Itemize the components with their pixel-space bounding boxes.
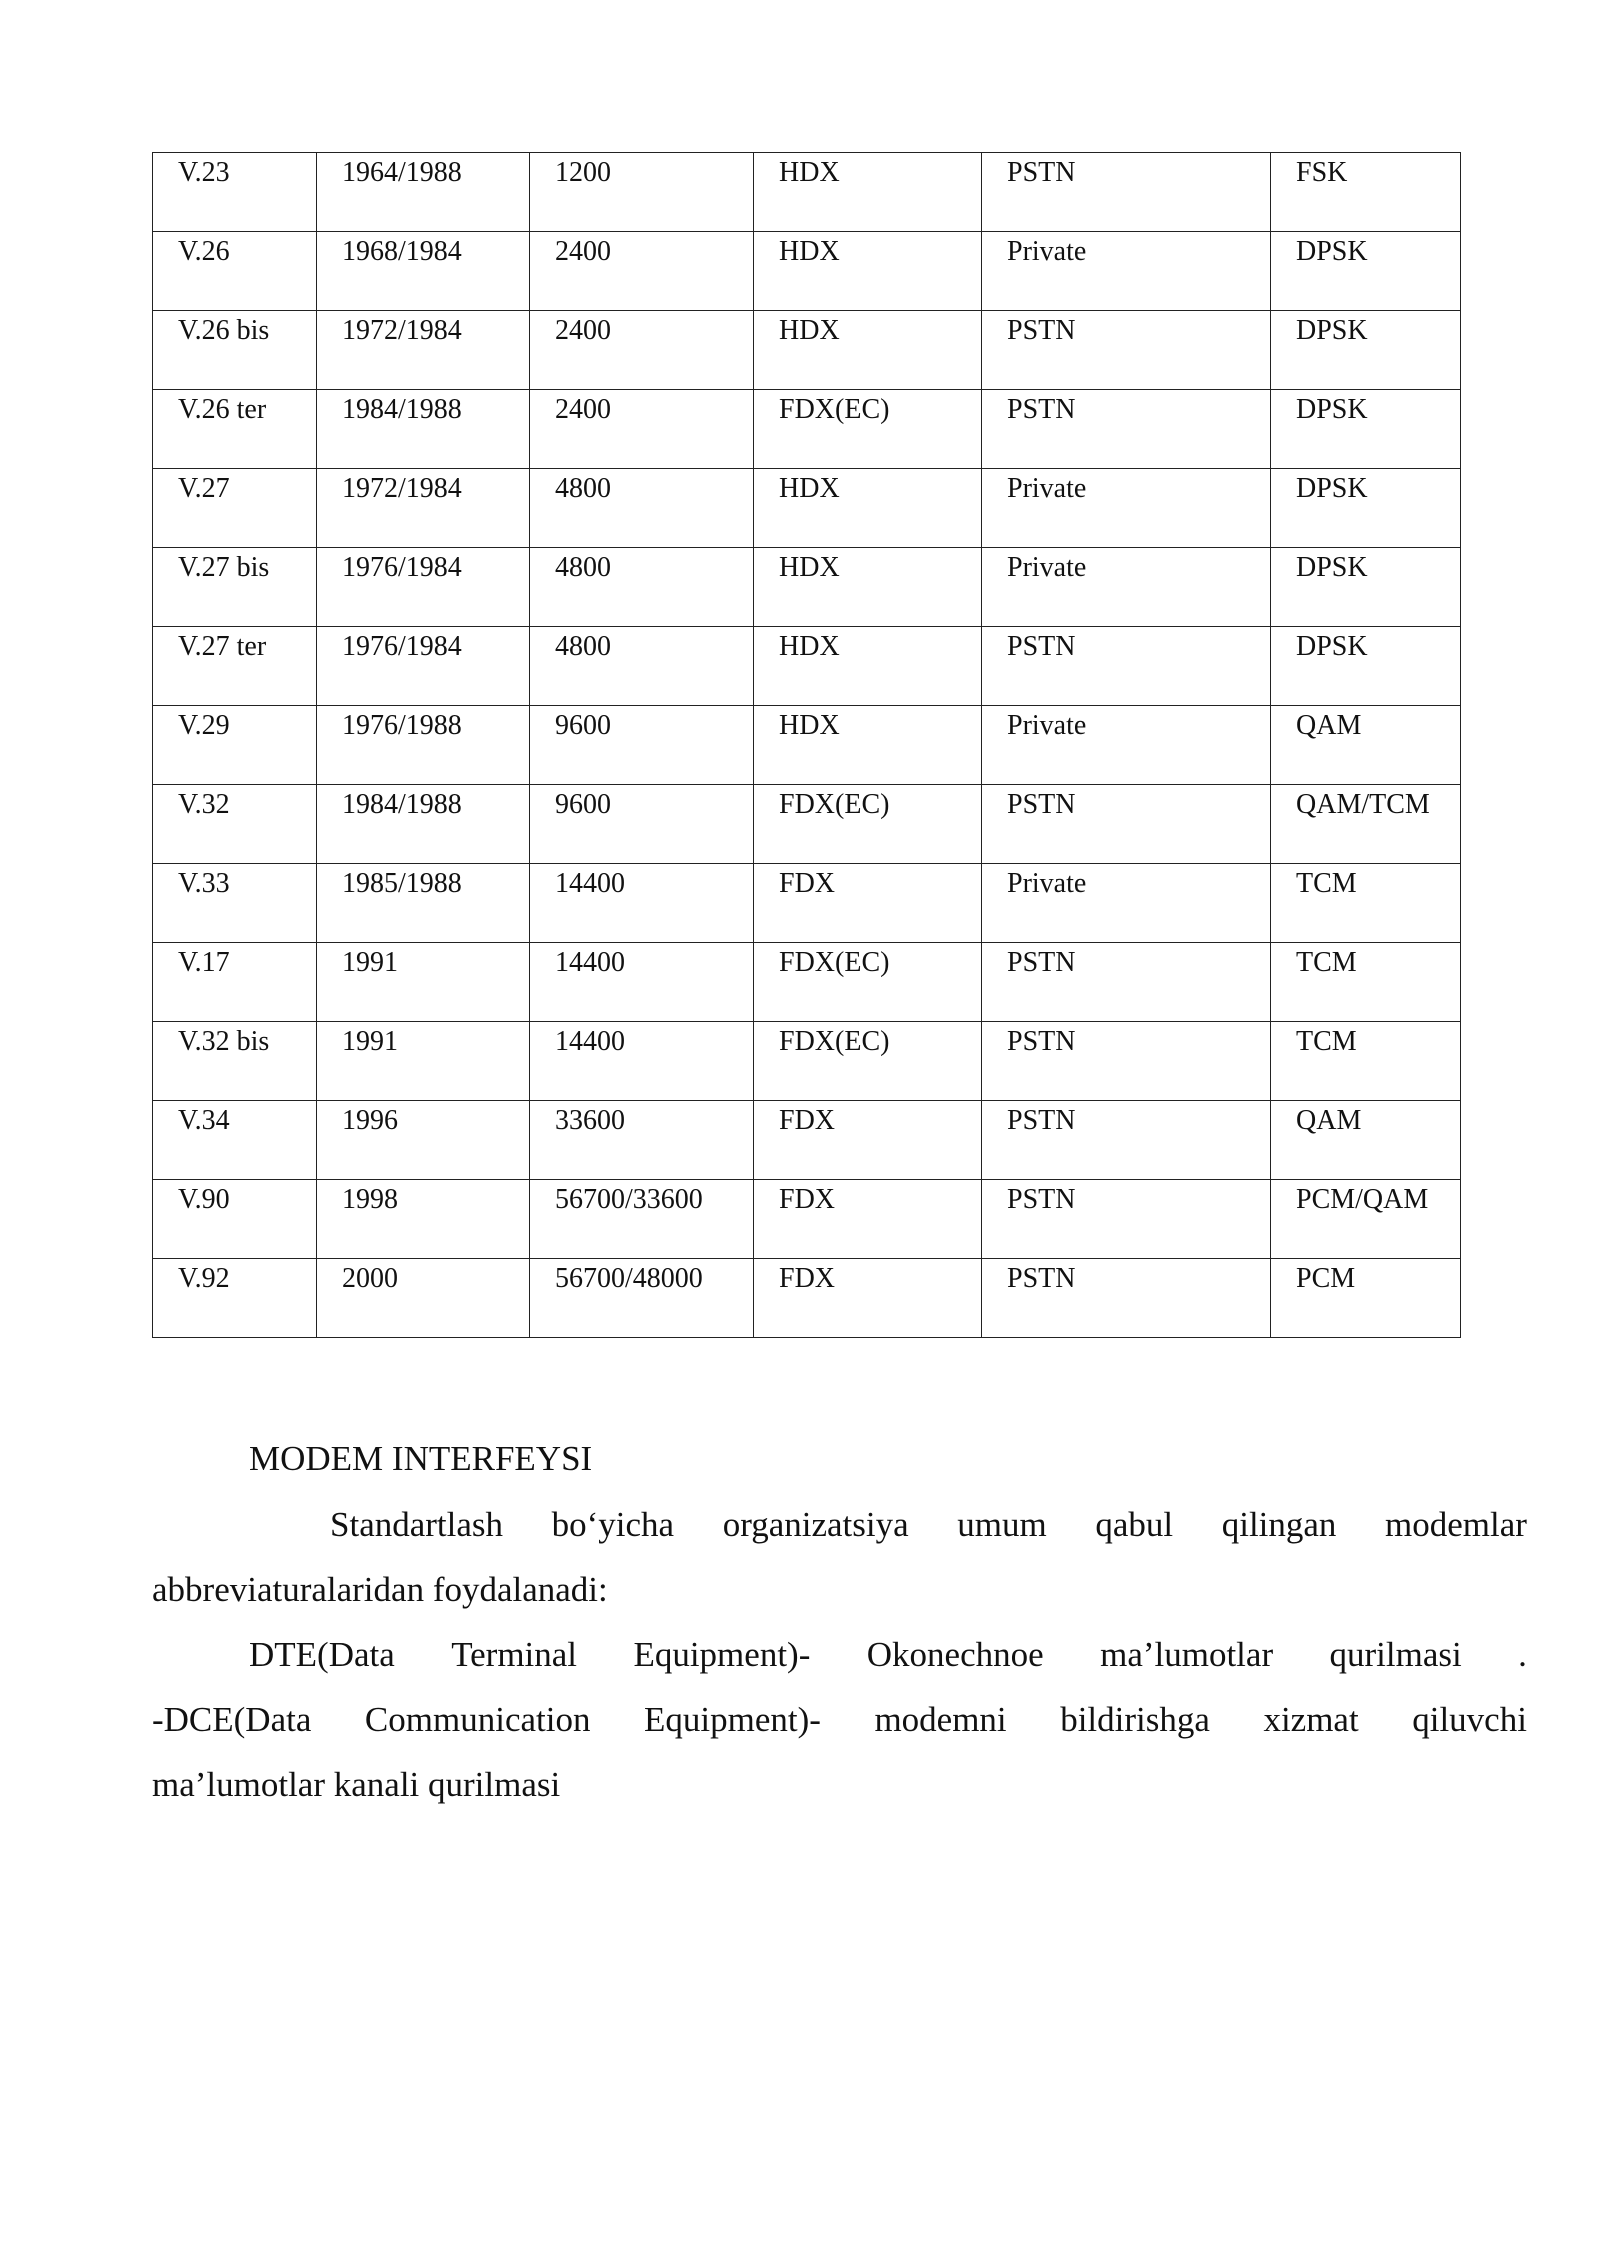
cell-text: V.33	[178, 868, 230, 899]
cell-text: FDX	[779, 868, 836, 899]
table-cell-standard	[153, 311, 317, 390]
cell-text: PSTN	[1007, 1263, 1076, 1294]
cell-text: DPSK	[1296, 236, 1368, 267]
table-cell-year	[317, 232, 530, 311]
table-cell-duplex	[754, 1259, 982, 1338]
table-cell-duplex	[754, 627, 982, 706]
table-cell-standard	[153, 785, 317, 864]
cell-text: 14400	[555, 868, 625, 899]
table-cell-standard	[153, 1259, 317, 1338]
cell-text: 1976/1984	[342, 631, 462, 662]
paragraph-line-4	[152, 1687, 1527, 1752]
table-cell-duplex	[754, 785, 982, 864]
table-cell-speed	[530, 390, 754, 469]
cell-text: V.32	[178, 789, 230, 820]
section-heading: MODEM INTERFEYSI	[249, 1439, 593, 1478]
table-cell-year	[317, 1022, 530, 1101]
cell-text: 2400	[555, 394, 611, 425]
table-cell-line	[982, 864, 1271, 943]
cell-text: V.27 ter	[178, 631, 267, 662]
table-row	[153, 153, 1461, 232]
cell-text: DPSK	[1296, 394, 1368, 425]
cell-text: HDX	[779, 315, 840, 346]
table-cell-duplex	[754, 706, 982, 785]
cell-text: Private	[1007, 710, 1087, 741]
cell-text: 1964/1988	[342, 157, 462, 188]
cell-text: PSTN	[1007, 947, 1076, 978]
cell-text: PSTN	[1007, 1184, 1076, 1215]
table-cell-duplex	[754, 311, 982, 390]
cell-text: 1972/1984	[342, 473, 462, 504]
cell-text: Private	[1007, 236, 1087, 267]
table-cell-line	[982, 153, 1271, 232]
cell-text: 1985/1988	[342, 868, 462, 899]
table-row	[153, 1180, 1461, 1259]
table-cell-line	[982, 706, 1271, 785]
table-cell-standard	[153, 627, 317, 706]
table-cell-speed	[530, 1180, 754, 1259]
table-body	[153, 153, 1461, 1338]
table-cell-modulation	[1271, 153, 1461, 232]
word: Terminal	[451, 1635, 578, 1674]
word: Equipment)-	[644, 1700, 821, 1739]
word: Communication	[364, 1700, 591, 1739]
table-cell-year	[317, 548, 530, 627]
word: modemlar	[1385, 1505, 1527, 1544]
word: DTE(Data	[249, 1635, 395, 1674]
cell-text: 4800	[555, 631, 611, 662]
table-cell-speed	[530, 1101, 754, 1180]
cell-text: V.29	[178, 710, 230, 741]
cell-text: 4800	[555, 552, 611, 583]
table-cell-speed	[530, 232, 754, 311]
table-cell-duplex	[754, 1180, 982, 1259]
cell-text: FDX	[779, 1263, 836, 1294]
table-cell-standard	[153, 153, 317, 232]
table-cell-duplex	[754, 390, 982, 469]
paragraph-line-2: abbreviaturalaridan foydalanadi:	[152, 1570, 608, 1609]
cell-text: 1968/1984	[342, 236, 462, 267]
cell-text: DPSK	[1296, 315, 1368, 346]
table-cell-modulation	[1271, 627, 1461, 706]
table-cell-speed	[530, 548, 754, 627]
word: .	[1518, 1635, 1527, 1674]
cell-text: 1996	[342, 1105, 398, 1136]
table-row	[153, 864, 1461, 943]
cell-text: PCM/QAM	[1296, 1184, 1429, 1215]
table-cell-speed	[530, 1259, 754, 1338]
cell-text: PSTN	[1007, 1105, 1076, 1136]
cell-text: FSK	[1296, 157, 1348, 188]
cell-text: 2400	[555, 236, 611, 267]
cell-text: QAM/TCM	[1296, 789, 1430, 820]
table-cell-standard	[153, 1180, 317, 1259]
table-cell-line	[982, 1259, 1271, 1338]
table-cell-line	[982, 548, 1271, 627]
word: Okonechnoe	[866, 1635, 1044, 1674]
cell-text: V.92	[178, 1263, 230, 1294]
table-cell-line	[982, 311, 1271, 390]
table-cell-standard	[153, 548, 317, 627]
table-cell-duplex	[754, 864, 982, 943]
table-cell-modulation	[1271, 311, 1461, 390]
cell-text: 1200	[555, 157, 611, 188]
cell-text: FDX(EC)	[779, 1026, 890, 1057]
table-cell-line	[982, 1101, 1271, 1180]
table-row	[153, 311, 1461, 390]
table-cell-duplex	[754, 1022, 982, 1101]
table-cell-line	[982, 390, 1271, 469]
cell-text: 1984/1988	[342, 394, 462, 425]
table-cell-modulation	[1271, 1180, 1461, 1259]
word: ma’lumotlar	[1100, 1635, 1274, 1674]
table-row	[153, 1022, 1461, 1101]
cell-text: 14400	[555, 947, 625, 978]
cell-text: TCM	[1296, 868, 1357, 899]
cell-text: DPSK	[1296, 552, 1368, 583]
cell-text: PSTN	[1007, 315, 1076, 346]
cell-text: V.34	[178, 1105, 230, 1136]
table-row	[153, 1101, 1461, 1180]
table-cell-speed	[530, 943, 754, 1022]
table-cell-duplex	[754, 1101, 982, 1180]
table-cell-standard	[153, 864, 317, 943]
cell-text: V.17	[178, 947, 230, 978]
table-cell-line	[982, 1180, 1271, 1259]
word: Equipment)-	[633, 1635, 811, 1674]
table-row	[153, 1259, 1461, 1338]
cell-text: 1976/1984	[342, 552, 462, 583]
cell-text: 1972/1984	[342, 315, 462, 346]
cell-text: HDX	[779, 710, 840, 741]
cell-text: V.27 bis	[178, 552, 270, 583]
table-cell-line	[982, 785, 1271, 864]
table-cell-standard	[153, 390, 317, 469]
word: umum	[957, 1505, 1047, 1544]
cell-text: 2000	[342, 1263, 398, 1294]
paragraph-line-1	[152, 1492, 1527, 1557]
word: modemni	[874, 1700, 1007, 1739]
table-cell-year	[317, 1180, 530, 1259]
table-row	[153, 943, 1461, 1022]
word: -DCE(Data	[152, 1700, 312, 1739]
cell-text: V.26 bis	[178, 315, 270, 346]
paragraph-line-5: ma’lumotlar kanali qurilmasi	[152, 1765, 561, 1804]
table-row	[153, 548, 1461, 627]
cell-text: FDX	[779, 1184, 836, 1215]
word: qurilmasi	[1329, 1635, 1462, 1674]
table-cell-line	[982, 1022, 1271, 1101]
table-cell-duplex	[754, 469, 982, 548]
table-cell-modulation	[1271, 785, 1461, 864]
cell-text: 1991	[342, 1026, 398, 1057]
cell-text: QAM	[1296, 710, 1362, 741]
table-cell-year	[317, 706, 530, 785]
cell-text: V.23	[178, 157, 230, 188]
cell-text: FDX(EC)	[779, 789, 890, 820]
cell-text: 9600	[555, 789, 611, 820]
cell-text: HDX	[779, 473, 840, 504]
cell-text: HDX	[779, 157, 840, 188]
table-cell-duplex	[754, 943, 982, 1022]
table-cell-duplex	[754, 548, 982, 627]
table-cell-duplex	[754, 153, 982, 232]
table-cell-year	[317, 627, 530, 706]
table-cell-modulation	[1271, 1022, 1461, 1101]
cell-text: 1998	[342, 1184, 398, 1215]
cell-text: 4800	[555, 473, 611, 504]
table-cell-modulation	[1271, 232, 1461, 311]
cell-text: 9600	[555, 710, 611, 741]
table-cell-line	[982, 943, 1271, 1022]
word: qabul	[1095, 1505, 1174, 1544]
table-cell-speed	[530, 153, 754, 232]
cell-text: V.27	[178, 473, 230, 504]
cell-text: HDX	[779, 552, 840, 583]
table-cell-year	[317, 943, 530, 1022]
word: Standartlash	[330, 1505, 504, 1544]
cell-text: 56700/48000	[555, 1263, 703, 1294]
table-cell-line	[982, 232, 1271, 311]
cell-text: PSTN	[1007, 789, 1076, 820]
cell-text: V.90	[178, 1184, 230, 1215]
table-cell-modulation	[1271, 548, 1461, 627]
cell-text: Private	[1007, 473, 1087, 504]
table-cell-speed	[530, 785, 754, 864]
cell-text: Private	[1007, 552, 1087, 583]
cell-text: Private	[1007, 868, 1087, 899]
table-cell-year	[317, 469, 530, 548]
table-cell-modulation	[1271, 1259, 1461, 1338]
cell-text: V.32 bis	[178, 1026, 270, 1057]
table-cell-line	[982, 627, 1271, 706]
table-cell-year	[317, 1101, 530, 1180]
word: bildirishga	[1060, 1700, 1210, 1739]
word: xizmat	[1263, 1700, 1359, 1739]
cell-text: FDX	[779, 1105, 836, 1136]
table-row	[153, 785, 1461, 864]
cell-text: 1984/1988	[342, 789, 462, 820]
table-cell-speed	[530, 311, 754, 390]
cell-text: 1976/1988	[342, 710, 462, 741]
table-cell-year	[317, 311, 530, 390]
table-cell-year	[317, 153, 530, 232]
cell-text: 2400	[555, 315, 611, 346]
modem-standards-table	[152, 152, 1461, 1338]
cell-text: HDX	[779, 236, 840, 267]
table-cell-year	[317, 785, 530, 864]
cell-text: DPSK	[1296, 473, 1368, 504]
cell-text: 56700/33600	[555, 1184, 703, 1215]
table-row	[153, 469, 1461, 548]
cell-text: TCM	[1296, 1026, 1357, 1057]
cell-text: V.26 ter	[178, 394, 267, 425]
table-cell-standard	[153, 706, 317, 785]
cell-text: PCM	[1296, 1263, 1356, 1294]
word: organizatsiya	[722, 1505, 909, 1544]
cell-text: 14400	[555, 1026, 625, 1057]
table-cell-modulation	[1271, 864, 1461, 943]
table-cell-modulation	[1271, 390, 1461, 469]
cell-text: TCM	[1296, 947, 1357, 978]
table-cell-modulation	[1271, 943, 1461, 1022]
table-row	[153, 390, 1461, 469]
table-cell-standard	[153, 943, 317, 1022]
cell-text: V.26	[178, 236, 230, 267]
table-cell-standard	[153, 469, 317, 548]
cell-text: 1991	[342, 947, 398, 978]
table-cell-speed	[530, 1022, 754, 1101]
table-cell-speed	[530, 864, 754, 943]
word: bo‘yicha	[551, 1505, 675, 1544]
cell-text: PSTN	[1007, 394, 1076, 425]
table-cell-standard	[153, 1022, 317, 1101]
cell-text: 33600	[555, 1105, 625, 1136]
word: qiluvchi	[1412, 1700, 1527, 1739]
paragraph-line-3	[152, 1622, 1527, 1687]
table-cell-modulation	[1271, 706, 1461, 785]
table-row	[153, 706, 1461, 785]
cell-text: FDX(EC)	[779, 394, 890, 425]
cell-text: DPSK	[1296, 631, 1368, 662]
table-cell-year	[317, 1259, 530, 1338]
table-row	[153, 627, 1461, 706]
table-cell-year	[317, 390, 530, 469]
cell-text: QAM	[1296, 1105, 1362, 1136]
table-cell-modulation	[1271, 1101, 1461, 1180]
table-cell-line	[982, 469, 1271, 548]
table-cell-speed	[530, 469, 754, 548]
table-cell-standard	[153, 1101, 317, 1180]
word: qilingan	[1221, 1505, 1337, 1544]
table-cell-standard	[153, 232, 317, 311]
table-cell-speed	[530, 627, 754, 706]
cell-text: PSTN	[1007, 631, 1076, 662]
cell-text: PSTN	[1007, 157, 1076, 188]
table-cell-duplex	[754, 232, 982, 311]
table-cell-year	[317, 864, 530, 943]
cell-text: FDX(EC)	[779, 947, 890, 978]
table-cell-modulation	[1271, 469, 1461, 548]
table-cell-speed	[530, 706, 754, 785]
cell-text: PSTN	[1007, 1026, 1076, 1057]
table-row	[153, 232, 1461, 311]
cell-text: HDX	[779, 631, 840, 662]
